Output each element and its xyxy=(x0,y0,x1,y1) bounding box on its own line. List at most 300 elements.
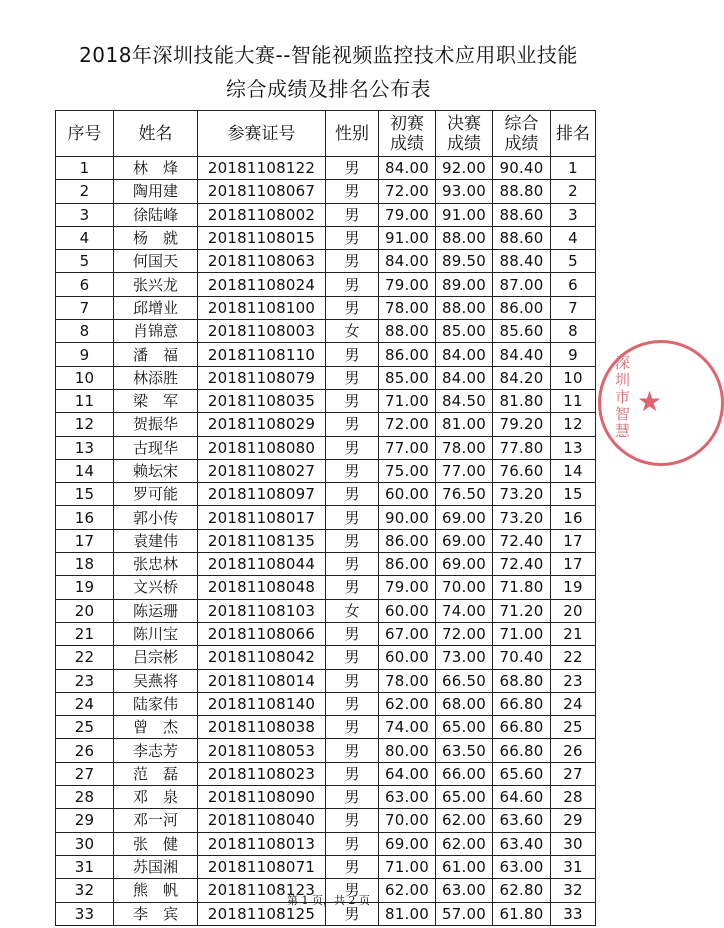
cell-index: 19 xyxy=(56,576,114,599)
cell-total-score: 62.80 xyxy=(493,879,551,902)
cell-name: 赖坛宋 xyxy=(114,459,198,482)
header-index: 序号 xyxy=(56,111,114,157)
cell-final-score: 88.00 xyxy=(436,296,493,319)
cell-rank: 4 xyxy=(551,226,596,249)
cell-cert-no: 20181108071 xyxy=(198,855,326,878)
cell-total-score: 66.80 xyxy=(493,739,551,762)
table-row xyxy=(56,739,596,762)
cell-rank: 22 xyxy=(551,646,596,669)
cell-gender: 男 xyxy=(326,576,379,599)
cell-gender: 男 xyxy=(326,809,379,832)
cell-final-score: 74.00 xyxy=(436,599,493,622)
cell-total-score: 68.80 xyxy=(493,669,551,692)
cell-total-score: 70.40 xyxy=(493,646,551,669)
cell-name: 范 磊 xyxy=(114,762,198,785)
cell-name: 邱增业 xyxy=(114,296,198,319)
cell-rank: 15 xyxy=(551,483,596,506)
cell-name: 曾 杰 xyxy=(114,716,198,739)
cell-final-score: 62.00 xyxy=(436,832,493,855)
table-row xyxy=(56,809,596,832)
cell-index: 31 xyxy=(56,855,114,878)
cell-gender: 男 xyxy=(326,762,379,785)
cell-gender: 男 xyxy=(326,832,379,855)
cell-name: 吕宗彬 xyxy=(114,646,198,669)
cell-total-score: 90.40 xyxy=(493,157,551,180)
seal-star-icon: ★ xyxy=(637,385,663,418)
cell-rank: 20 xyxy=(551,599,596,622)
cell-rank: 10 xyxy=(551,366,596,389)
cell-index: 25 xyxy=(56,716,114,739)
cell-prelim-score: 60.00 xyxy=(379,599,436,622)
cell-gender: 男 xyxy=(326,786,379,809)
cell-final-score: 62.00 xyxy=(436,809,493,832)
cell-prelim-score: 90.00 xyxy=(379,506,436,529)
cell-cert-no: 20181108140 xyxy=(198,692,326,715)
cell-gender: 男 xyxy=(326,622,379,645)
cell-name: 徐陆峰 xyxy=(114,203,198,226)
cell-final-score: 81.00 xyxy=(436,413,493,436)
header-gender: 性别 xyxy=(326,111,379,157)
official-seal xyxy=(598,340,724,466)
cell-total-score: 76.60 xyxy=(493,459,551,482)
table-row xyxy=(56,762,596,785)
cell-prelim-score: 86.00 xyxy=(379,529,436,552)
cell-index: 20 xyxy=(56,599,114,622)
table-row xyxy=(56,366,596,389)
cell-cert-no: 20181108067 xyxy=(198,180,326,203)
cell-final-score: 63.50 xyxy=(436,739,493,762)
cell-gender: 男 xyxy=(326,436,379,459)
cell-gender: 男 xyxy=(326,180,379,203)
cell-total-score: 77.80 xyxy=(493,436,551,459)
cell-name: 邓 泉 xyxy=(114,786,198,809)
cell-rank: 28 xyxy=(551,786,596,809)
table-row xyxy=(56,180,596,203)
cell-prelim-score: 79.00 xyxy=(379,576,436,599)
cell-total-score: 63.00 xyxy=(493,855,551,878)
cell-rank: 13 xyxy=(551,436,596,459)
cell-index: 12 xyxy=(56,413,114,436)
header-name: 姓名 xyxy=(114,111,198,157)
cell-name: 张忠林 xyxy=(114,553,198,576)
cell-gender: 男 xyxy=(326,879,379,902)
cell-prelim-score: 67.00 xyxy=(379,622,436,645)
table-row xyxy=(56,250,596,273)
cell-final-score: 69.00 xyxy=(436,529,493,552)
cell-prelim-score: 62.00 xyxy=(379,879,436,902)
cell-index: 28 xyxy=(56,786,114,809)
cell-name: 罗可能 xyxy=(114,483,198,506)
cell-gender: 男 xyxy=(326,716,379,739)
cell-rank: 23 xyxy=(551,669,596,692)
cell-prelim-score: 71.00 xyxy=(379,855,436,878)
table-row xyxy=(56,296,596,319)
cell-final-score: 84.50 xyxy=(436,389,493,412)
cell-cert-no: 20181108002 xyxy=(198,203,326,226)
cell-index: 3 xyxy=(56,203,114,226)
cell-index: 18 xyxy=(56,553,114,576)
table-row xyxy=(56,786,596,809)
table-row xyxy=(56,436,596,459)
cell-name: 袁建伟 xyxy=(114,529,198,552)
cell-total-score: 88.60 xyxy=(493,203,551,226)
cell-index: 13 xyxy=(56,436,114,459)
cell-gender: 女 xyxy=(326,599,379,622)
cell-gender: 男 xyxy=(326,226,379,249)
cell-rank: 17 xyxy=(551,529,596,552)
cell-gender: 女 xyxy=(326,320,379,343)
cell-prelim-score: 88.00 xyxy=(379,320,436,343)
cell-gender: 男 xyxy=(326,692,379,715)
cell-name: 文兴桥 xyxy=(114,576,198,599)
table-row xyxy=(56,343,596,366)
cell-cert-no: 20181108090 xyxy=(198,786,326,809)
cell-cert-no: 20181108038 xyxy=(198,716,326,739)
cell-final-score: 89.00 xyxy=(436,273,493,296)
cell-prelim-score: 64.00 xyxy=(379,762,436,785)
cell-final-score: 77.00 xyxy=(436,459,493,482)
cell-total-score: 64.60 xyxy=(493,786,551,809)
cell-final-score: 76.50 xyxy=(436,483,493,506)
cell-cert-no: 20181108125 xyxy=(198,902,326,925)
cell-rank: 1 xyxy=(551,157,596,180)
table-row xyxy=(56,226,596,249)
cell-index: 24 xyxy=(56,692,114,715)
cell-rank: 3 xyxy=(551,203,596,226)
table-row xyxy=(56,529,596,552)
table-row xyxy=(56,832,596,855)
cell-total-score: 63.40 xyxy=(493,832,551,855)
cell-cert-no: 20181108110 xyxy=(198,343,326,366)
cell-prelim-score: 78.00 xyxy=(379,669,436,692)
table-row xyxy=(56,622,596,645)
cell-name: 潘 福 xyxy=(114,343,198,366)
cell-prelim-score: 69.00 xyxy=(379,832,436,855)
cell-final-score: 85.00 xyxy=(436,320,493,343)
cell-final-score: 92.00 xyxy=(436,157,493,180)
cell-total-score: 71.20 xyxy=(493,599,551,622)
cell-prelim-score: 63.00 xyxy=(379,786,436,809)
cell-total-score: 88.40 xyxy=(493,250,551,273)
table-row xyxy=(56,483,596,506)
cell-final-score: 91.00 xyxy=(436,203,493,226)
cell-prelim-score: 84.00 xyxy=(379,250,436,273)
cell-final-score: 84.00 xyxy=(436,366,493,389)
cell-final-score: 88.00 xyxy=(436,226,493,249)
cell-rank: 27 xyxy=(551,762,596,785)
cell-total-score: 63.60 xyxy=(493,809,551,832)
cell-cert-no: 20181108044 xyxy=(198,553,326,576)
cell-cert-no: 20181108080 xyxy=(198,436,326,459)
cell-index: 10 xyxy=(56,366,114,389)
cell-index: 1 xyxy=(56,157,114,180)
header-rank: 排名 xyxy=(551,111,596,157)
cell-rank: 30 xyxy=(551,832,596,855)
cell-final-score: 89.50 xyxy=(436,250,493,273)
cell-index: 8 xyxy=(56,320,114,343)
cell-total-score: 86.00 xyxy=(493,296,551,319)
table-row xyxy=(56,576,596,599)
cell-prelim-score: 85.00 xyxy=(379,366,436,389)
cell-index: 17 xyxy=(56,529,114,552)
cell-total-score: 71.00 xyxy=(493,622,551,645)
cell-name: 何国天 xyxy=(114,250,198,273)
table-row xyxy=(56,716,596,739)
cell-index: 27 xyxy=(56,762,114,785)
table-row xyxy=(56,646,596,669)
cell-cert-no: 20181108100 xyxy=(198,296,326,319)
cell-gender: 男 xyxy=(326,413,379,436)
cell-gender: 男 xyxy=(326,389,379,412)
cell-rank: 25 xyxy=(551,716,596,739)
cell-index: 15 xyxy=(56,483,114,506)
cell-gender: 男 xyxy=(326,250,379,273)
cell-cert-no: 20181108035 xyxy=(198,389,326,412)
cell-total-score: 85.60 xyxy=(493,320,551,343)
cell-name: 肖锦意 xyxy=(114,320,198,343)
table-row xyxy=(56,203,596,226)
cell-total-score: 73.20 xyxy=(493,483,551,506)
table-row xyxy=(56,553,596,576)
cell-index: 7 xyxy=(56,296,114,319)
cell-prelim-score: 91.00 xyxy=(379,226,436,249)
cell-final-score: 72.00 xyxy=(436,622,493,645)
cell-total-score: 79.20 xyxy=(493,413,551,436)
cell-index: 14 xyxy=(56,459,114,482)
cell-rank: 6 xyxy=(551,273,596,296)
cell-prelim-score: 62.00 xyxy=(379,692,436,715)
cell-rank: 8 xyxy=(551,320,596,343)
cell-gender: 男 xyxy=(326,459,379,482)
cell-index: 29 xyxy=(56,809,114,832)
table-row xyxy=(56,459,596,482)
cell-name: 郭小传 xyxy=(114,506,198,529)
header-cert-no: 参赛证号 xyxy=(198,111,326,157)
cell-final-score: 65.00 xyxy=(436,786,493,809)
cell-gender: 男 xyxy=(326,529,379,552)
cell-rank: 31 xyxy=(551,855,596,878)
cell-prelim-score: 84.00 xyxy=(379,157,436,180)
cell-gender: 男 xyxy=(326,483,379,506)
cell-name: 林 烽 xyxy=(114,157,198,180)
cell-cert-no: 20181108003 xyxy=(198,320,326,343)
cell-total-score: 87.00 xyxy=(493,273,551,296)
cell-total-score: 88.60 xyxy=(493,226,551,249)
cell-cert-no: 20181108079 xyxy=(198,366,326,389)
cell-gender: 男 xyxy=(326,646,379,669)
cell-final-score: 66.50 xyxy=(436,669,493,692)
cell-rank: 14 xyxy=(551,459,596,482)
cell-name: 杨 就 xyxy=(114,226,198,249)
cell-cert-no: 20181108029 xyxy=(198,413,326,436)
cell-name: 张 健 xyxy=(114,832,198,855)
cell-index: 2 xyxy=(56,180,114,203)
cell-gender: 男 xyxy=(326,273,379,296)
header-total-score: 综合 成绩 xyxy=(493,111,551,157)
cell-index: 30 xyxy=(56,832,114,855)
cell-name: 林添胜 xyxy=(114,366,198,389)
cell-final-score: 68.00 xyxy=(436,692,493,715)
cell-prelim-score: 60.00 xyxy=(379,646,436,669)
cell-name: 古现华 xyxy=(114,436,198,459)
document-title-line1: 2018年深圳技能大赛--智能视频监控技术应用职业技能 xyxy=(79,43,578,67)
cell-rank: 24 xyxy=(551,692,596,715)
cell-name: 陆家伟 xyxy=(114,692,198,715)
cell-gender: 男 xyxy=(326,366,379,389)
cell-index: 6 xyxy=(56,273,114,296)
table-row xyxy=(56,320,596,343)
cell-gender: 男 xyxy=(326,506,379,529)
cell-total-score: 84.40 xyxy=(493,343,551,366)
cell-total-score: 72.40 xyxy=(493,529,551,552)
cell-rank: 11 xyxy=(551,389,596,412)
cell-rank: 32 xyxy=(551,879,596,902)
cell-gender: 男 xyxy=(326,902,379,925)
cell-total-score: 65.60 xyxy=(493,762,551,785)
cell-final-score: 93.00 xyxy=(436,180,493,203)
cell-index: 23 xyxy=(56,669,114,692)
cell-rank: 21 xyxy=(551,622,596,645)
cell-cert-no: 20181108123 xyxy=(198,879,326,902)
document-title-line2: 综合成绩及排名公布表 xyxy=(226,77,431,101)
cell-prelim-score: 60.00 xyxy=(379,483,436,506)
cell-name: 熊 帆 xyxy=(114,879,198,902)
cell-index: 4 xyxy=(56,226,114,249)
cell-cert-no: 20181108024 xyxy=(198,273,326,296)
cell-index: 16 xyxy=(56,506,114,529)
cell-total-score: 73.20 xyxy=(493,506,551,529)
cell-rank: 7 xyxy=(551,296,596,319)
cell-rank: 5 xyxy=(551,250,596,273)
cell-final-score: 78.00 xyxy=(436,436,493,459)
cell-total-score: 84.20 xyxy=(493,366,551,389)
cell-rank: 33 xyxy=(551,902,596,925)
table-row xyxy=(56,157,596,180)
cell-index: 9 xyxy=(56,343,114,366)
cell-cert-no: 20181108015 xyxy=(198,226,326,249)
cell-index: 32 xyxy=(56,879,114,902)
cell-rank: 16 xyxy=(551,506,596,529)
cell-gender: 男 xyxy=(326,157,379,180)
cell-prelim-score: 74.00 xyxy=(379,716,436,739)
header-prelim-score: 初赛 成绩 xyxy=(379,111,436,157)
cell-final-score: 70.00 xyxy=(436,576,493,599)
cell-prelim-score: 75.00 xyxy=(379,459,436,482)
cell-rank: 2 xyxy=(551,180,596,203)
cell-gender: 男 xyxy=(326,739,379,762)
cell-final-score: 57.00 xyxy=(436,902,493,925)
cell-name: 李志芳 xyxy=(114,739,198,762)
cell-total-score: 61.80 xyxy=(493,902,551,925)
cell-name: 陶用建 xyxy=(114,180,198,203)
cell-name: 张兴龙 xyxy=(114,273,198,296)
cell-rank: 12 xyxy=(551,413,596,436)
cell-total-score: 88.80 xyxy=(493,180,551,203)
table-body xyxy=(56,157,596,926)
table-row xyxy=(56,389,596,412)
cell-cert-no: 20181108017 xyxy=(198,506,326,529)
cell-prelim-score: 71.00 xyxy=(379,389,436,412)
results-table xyxy=(55,110,596,926)
cell-rank: 19 xyxy=(551,576,596,599)
cell-name: 陈运珊 xyxy=(114,599,198,622)
cell-gender: 男 xyxy=(326,203,379,226)
cell-cert-no: 20181108122 xyxy=(198,157,326,180)
cell-total-score: 72.40 xyxy=(493,553,551,576)
cell-name: 梁 军 xyxy=(114,389,198,412)
table-row xyxy=(56,855,596,878)
cell-rank: 17 xyxy=(551,553,596,576)
cell-cert-no: 20181108042 xyxy=(198,646,326,669)
cell-cert-no: 20181108063 xyxy=(198,250,326,273)
cell-prelim-score: 81.00 xyxy=(379,902,436,925)
cell-cert-no: 20181108027 xyxy=(198,459,326,482)
header-final-score: 决赛 成绩 xyxy=(436,111,493,157)
cell-rank: 9 xyxy=(551,343,596,366)
cell-prelim-score: 72.00 xyxy=(379,413,436,436)
cell-cert-no: 20181108014 xyxy=(198,669,326,692)
cell-cert-no: 20181108066 xyxy=(198,622,326,645)
cell-cert-no: 20181108013 xyxy=(198,832,326,855)
cell-cert-no: 20181108103 xyxy=(198,599,326,622)
cell-final-score: 73.00 xyxy=(436,646,493,669)
cell-final-score: 69.00 xyxy=(436,553,493,576)
cell-index: 11 xyxy=(56,389,114,412)
cell-cert-no: 20181108053 xyxy=(198,739,326,762)
cell-index: 22 xyxy=(56,646,114,669)
table-row xyxy=(56,692,596,715)
cell-final-score: 63.00 xyxy=(436,879,493,902)
cell-gender: 男 xyxy=(326,296,379,319)
cell-prelim-score: 77.00 xyxy=(379,436,436,459)
cell-gender: 男 xyxy=(326,669,379,692)
cell-gender: 男 xyxy=(326,343,379,366)
cell-gender: 男 xyxy=(326,553,379,576)
cell-name: 邓一河 xyxy=(114,809,198,832)
table-row xyxy=(56,669,596,692)
cell-name: 李 宾 xyxy=(114,902,198,925)
cell-name: 吴燕将 xyxy=(114,669,198,692)
table-row xyxy=(56,413,596,436)
cell-prelim-score: 79.00 xyxy=(379,203,436,226)
cell-final-score: 84.00 xyxy=(436,343,493,366)
cell-total-score: 81.80 xyxy=(493,389,551,412)
cell-index: 21 xyxy=(56,622,114,645)
seal-text: 深圳市智慧 xyxy=(615,354,631,440)
cell-cert-no: 20181108097 xyxy=(198,483,326,506)
cell-prelim-score: 79.00 xyxy=(379,273,436,296)
cell-index: 5 xyxy=(56,250,114,273)
cell-prelim-score: 80.00 xyxy=(379,739,436,762)
table-row xyxy=(56,599,596,622)
table-row xyxy=(56,506,596,529)
cell-cert-no: 20181108048 xyxy=(198,576,326,599)
cell-final-score: 69.00 xyxy=(436,506,493,529)
table-row xyxy=(56,273,596,296)
cell-name: 贺振华 xyxy=(114,413,198,436)
cell-total-score: 71.80 xyxy=(493,576,551,599)
cell-cert-no: 20181108040 xyxy=(198,809,326,832)
cell-prelim-score: 86.00 xyxy=(379,343,436,366)
cell-cert-no: 20181108135 xyxy=(198,529,326,552)
cell-final-score: 66.00 xyxy=(436,762,493,785)
cell-prelim-score: 72.00 xyxy=(379,180,436,203)
cell-final-score: 61.00 xyxy=(436,855,493,878)
cell-gender: 男 xyxy=(326,855,379,878)
cell-prelim-score: 86.00 xyxy=(379,553,436,576)
cell-final-score: 65.00 xyxy=(436,716,493,739)
page-footer: 第 1 页，共 2 页 xyxy=(287,894,370,907)
